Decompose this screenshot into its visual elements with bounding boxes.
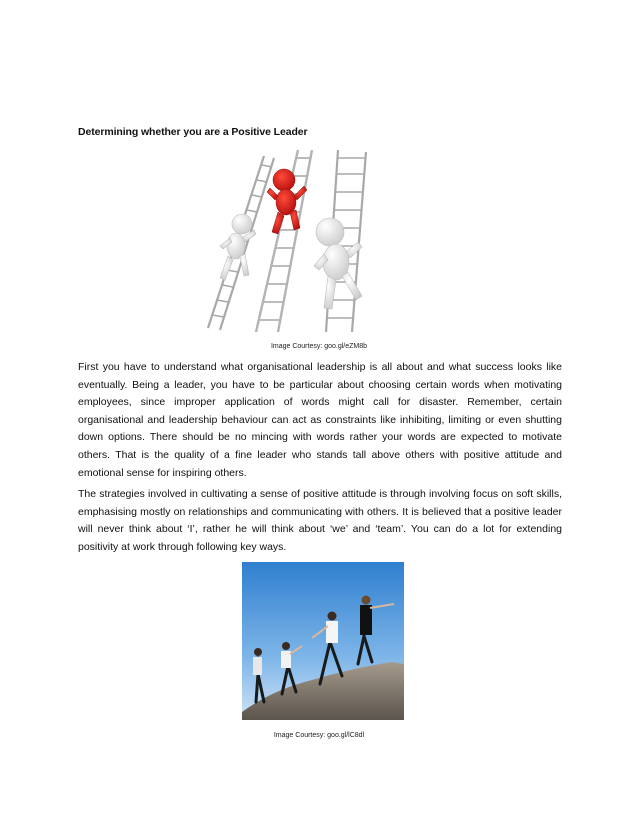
figure-2-caption: Image Courtesy: goo.gl/lC8dl bbox=[273, 732, 365, 739]
section-heading: Determining whether you are a Positive Leader bbox=[78, 126, 308, 138]
ladder-climbers-image bbox=[206, 150, 384, 332]
team-climbing-image bbox=[242, 562, 404, 720]
paragraph-2: The strategies involved in cultivating a sense of positive attitude is through involving focus on soft skills, emphasising mostly on relationships and communicating with others. It is believed that a positive leader will never think about ‘I’, rather he will think about ‘we’ and ‘team’. You can do a lot for extending positivity at work through following key ways. bbox=[78, 488, 562, 553]
figure-1-caption: Image Courtesy: goo.gl/eZM8b bbox=[270, 343, 368, 350]
paragraph-1: First you have to understand what organisational leadership is all about and what success looks like eventually. Being a leader, you have to be particular about choosing certain words when motivating employees, since improper application of words might call for disaster. Remember, certain organisational and leadership behaviour can act as constraints like inhibiting, limiting or even shutting down options. There should be no mincing with words rather your words are expected to motivate others. That is the quality of a fine leader who stands tall above others with positive attitude and emotional sense for inspiring others. bbox=[78, 361, 562, 479]
